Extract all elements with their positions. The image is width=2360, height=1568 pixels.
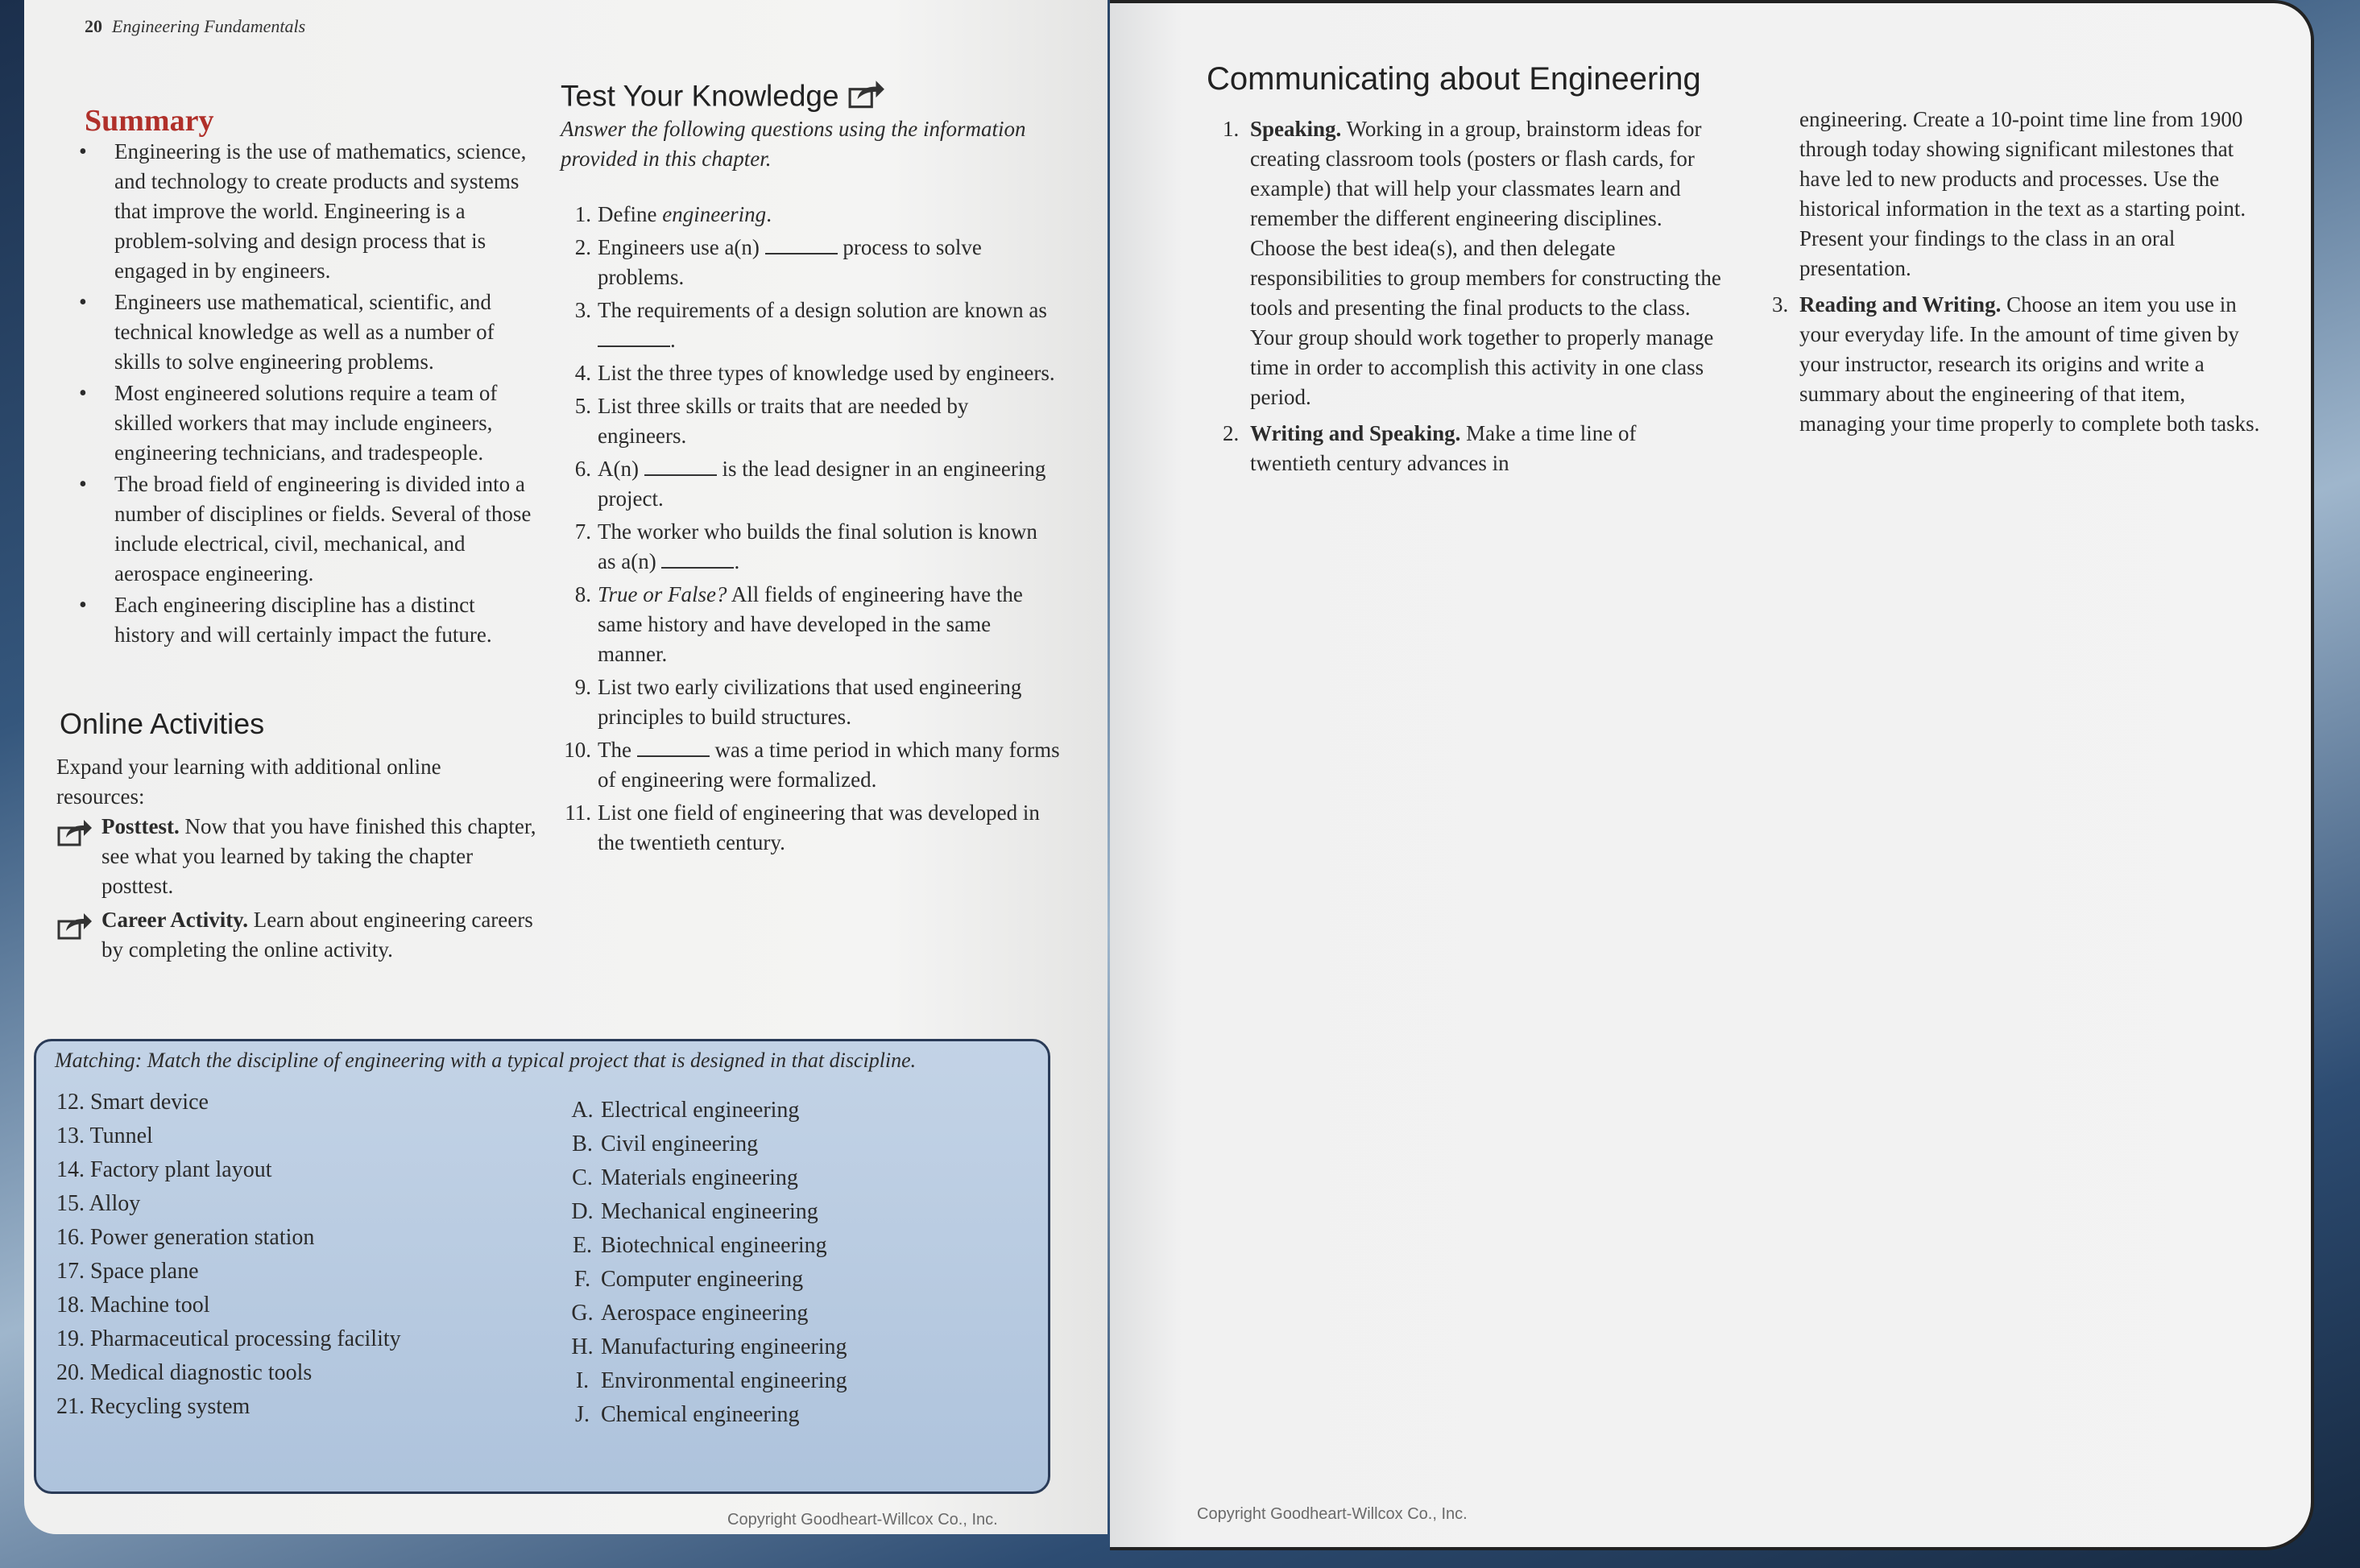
matching-project: 19. Pharmaceutical processing facility — [56, 1326, 401, 1351]
matching-project: 17. Space plane — [56, 1259, 199, 1284]
matching-discipline: A. Electrical engineering — [571, 1098, 800, 1123]
communicating-column-1 — [1223, 114, 1722, 480]
posttest-link[interactable] — [56, 812, 540, 901]
question: 7. The worker who builds the final solution is known as a(n) . — [574, 519, 1037, 573]
question: 8. True or False? All fields of engineering have the same history and have developed in the same manner. — [574, 582, 1023, 666]
activity-item: 3. Reading and Writing. Choose an item you use in your everyday life. In the amount of time given by your instructor, research its origins and write a summary about the engineering of that item, managing your time properly to complete both tasks. — [1772, 292, 2260, 436]
matching-discipline: J. Chemical engineering — [575, 1402, 800, 1427]
matching-projects — [56, 1086, 401, 1424]
activity-item: 1. Speaking. Working in a group, brainstorm ideas for creating classroom tools (posters or flash cards, for example) that will help your classmates learn and remember the different engineering disciplines. Choose the best idea(s), and then delegate responsibilities to group members for constructing the tools and presenting the final products to the class. Your group should work together to properly manage time in order to accomplish this activity in one class period. — [1223, 117, 1721, 409]
copyright-right: Copyright Goodheart-Willcox Co., Inc. — [1197, 1505, 1468, 1523]
posttest-label: Posttest. — [101, 814, 180, 838]
summary-item: • Engineering is the use of mathematics, science, and technology to create products and systems that improve the world. Engineering is a problem-solving and design process that is engaged in by engineers. — [64, 137, 532, 286]
matching-discipline: D. Mechanical engineering — [571, 1199, 818, 1224]
matching-project: 20. Medical diagnostic tools — [56, 1360, 313, 1385]
question: 1. Define engineering. — [574, 202, 772, 226]
matching-project: 13. Tunnel — [56, 1123, 153, 1148]
activity-item-continued: engineering. Create a 10-point time line from 1900 through today showing significant milestones that have led to new products and processes. Use the historical information in the text as a starting point. Present your findings to the class in an oral presentation. — [1799, 107, 2246, 280]
matching-project: 15. Alloy — [56, 1191, 141, 1216]
career-activity-link[interactable] — [56, 905, 540, 965]
matching-discipline: H. Manufacturing engineering — [571, 1334, 847, 1359]
answer-blank — [637, 739, 710, 757]
question: 6. A(n) is the lead designer in an engineering project. — [574, 457, 1046, 511]
test-intro: Answer the following questions using the information provided in this chapter. — [561, 117, 1026, 171]
question: 5. List three skills or traits that are needed by engineers. — [574, 394, 969, 448]
online-intro: Expand your learning with additional online resources: — [56, 755, 441, 809]
question: 2. Engineers use a(n) process to solve problems. — [574, 235, 982, 289]
matching-discipline: G. Aerospace engineering — [571, 1301, 809, 1326]
answer-blank — [661, 551, 734, 569]
question: 3. The requirements of a design solution are known as . — [574, 298, 1047, 352]
question: 10. The was a time period in which many forms of engineering were formalized. — [564, 738, 1060, 792]
share-arrow-icon — [56, 905, 101, 965]
test-heading-text: Test Your Knowledge — [561, 79, 839, 113]
question: 9. List two early civilizations that used engineering principles to build structures. — [574, 675, 1022, 729]
summary-item: • Engineers use mathematical, scientific, and technical knowledge as well as a number of skills to solve engineering problems. — [64, 288, 532, 377]
page-number: 20 — [85, 16, 102, 36]
career-label: Career Activity. — [101, 908, 248, 932]
online-activities-heading: Online Activities — [60, 707, 265, 740]
matching-discipline: F. Computer engineering — [573, 1267, 804, 1292]
matching-title: Matching: Match the discipline of engineering with a typical project that is designed in that discipline. — [55, 1049, 917, 1072]
summary-heading: Summary — [85, 104, 214, 138]
test-heading — [561, 79, 886, 117]
answer-blank — [598, 329, 670, 347]
communicating-column-2 — [1772, 105, 2271, 441]
question: 4. List the three types of knowledge used by engineers. — [574, 361, 1055, 385]
career-text: Learn about engineering careers by completing the online activity. — [101, 908, 533, 962]
running-head — [85, 16, 305, 37]
matching-project: 14. Factory plant layout — [56, 1157, 272, 1182]
question: 11. List one field of engineering that was developed in the twentieth century. — [565, 801, 1040, 854]
summary-list — [64, 137, 532, 652]
summary-item: • Each engineering discipline has a distinct history and will certainly impact the future. — [64, 590, 532, 650]
matching-project: 21. Recycling system — [56, 1394, 250, 1419]
posttest-text: Now that you have finished this chapter, see what you learned by taking the chapter posttest. — [101, 814, 536, 898]
answer-blank — [644, 458, 717, 476]
summary-item: • The broad field of engineering is divided into a number of disciplines or fields. Several of those include electrical, civil, mechanical, and aerospace engineering. — [64, 470, 532, 589]
communicating-heading: Communicating about Engineering — [1207, 61, 1701, 97]
matching-project: 18. Machine tool — [56, 1293, 210, 1318]
activity-item: 2. Writing and Speaking. Make a time line of twentieth century advances in — [1223, 421, 1637, 475]
share-arrow-icon — [56, 812, 101, 901]
matching-project: 16. Power generation station — [56, 1225, 315, 1250]
matching-discipline: C. Materials engineering — [572, 1165, 798, 1190]
book-title: Engineering Fundamentals — [112, 16, 306, 36]
answer-blank — [765, 237, 838, 254]
summary-item: • Most engineered solutions require a team of skilled workers that may include engineers, engineering technicians, and tradespeople. — [64, 379, 532, 468]
matching-disciplines — [564, 1094, 847, 1432]
matching-discipline: E. Biotechnical engineering — [572, 1233, 827, 1258]
matching-discipline: B. Civil engineering — [572, 1132, 759, 1156]
test-questions — [561, 200, 1060, 861]
share-arrow-icon[interactable] — [847, 79, 886, 117]
copyright-left: Copyright Goodheart-Willcox Co., Inc. — [727, 1511, 998, 1529]
matching-project: 12. Smart device — [56, 1090, 209, 1115]
matching-discipline: I. Environmental engineering — [575, 1368, 847, 1393]
